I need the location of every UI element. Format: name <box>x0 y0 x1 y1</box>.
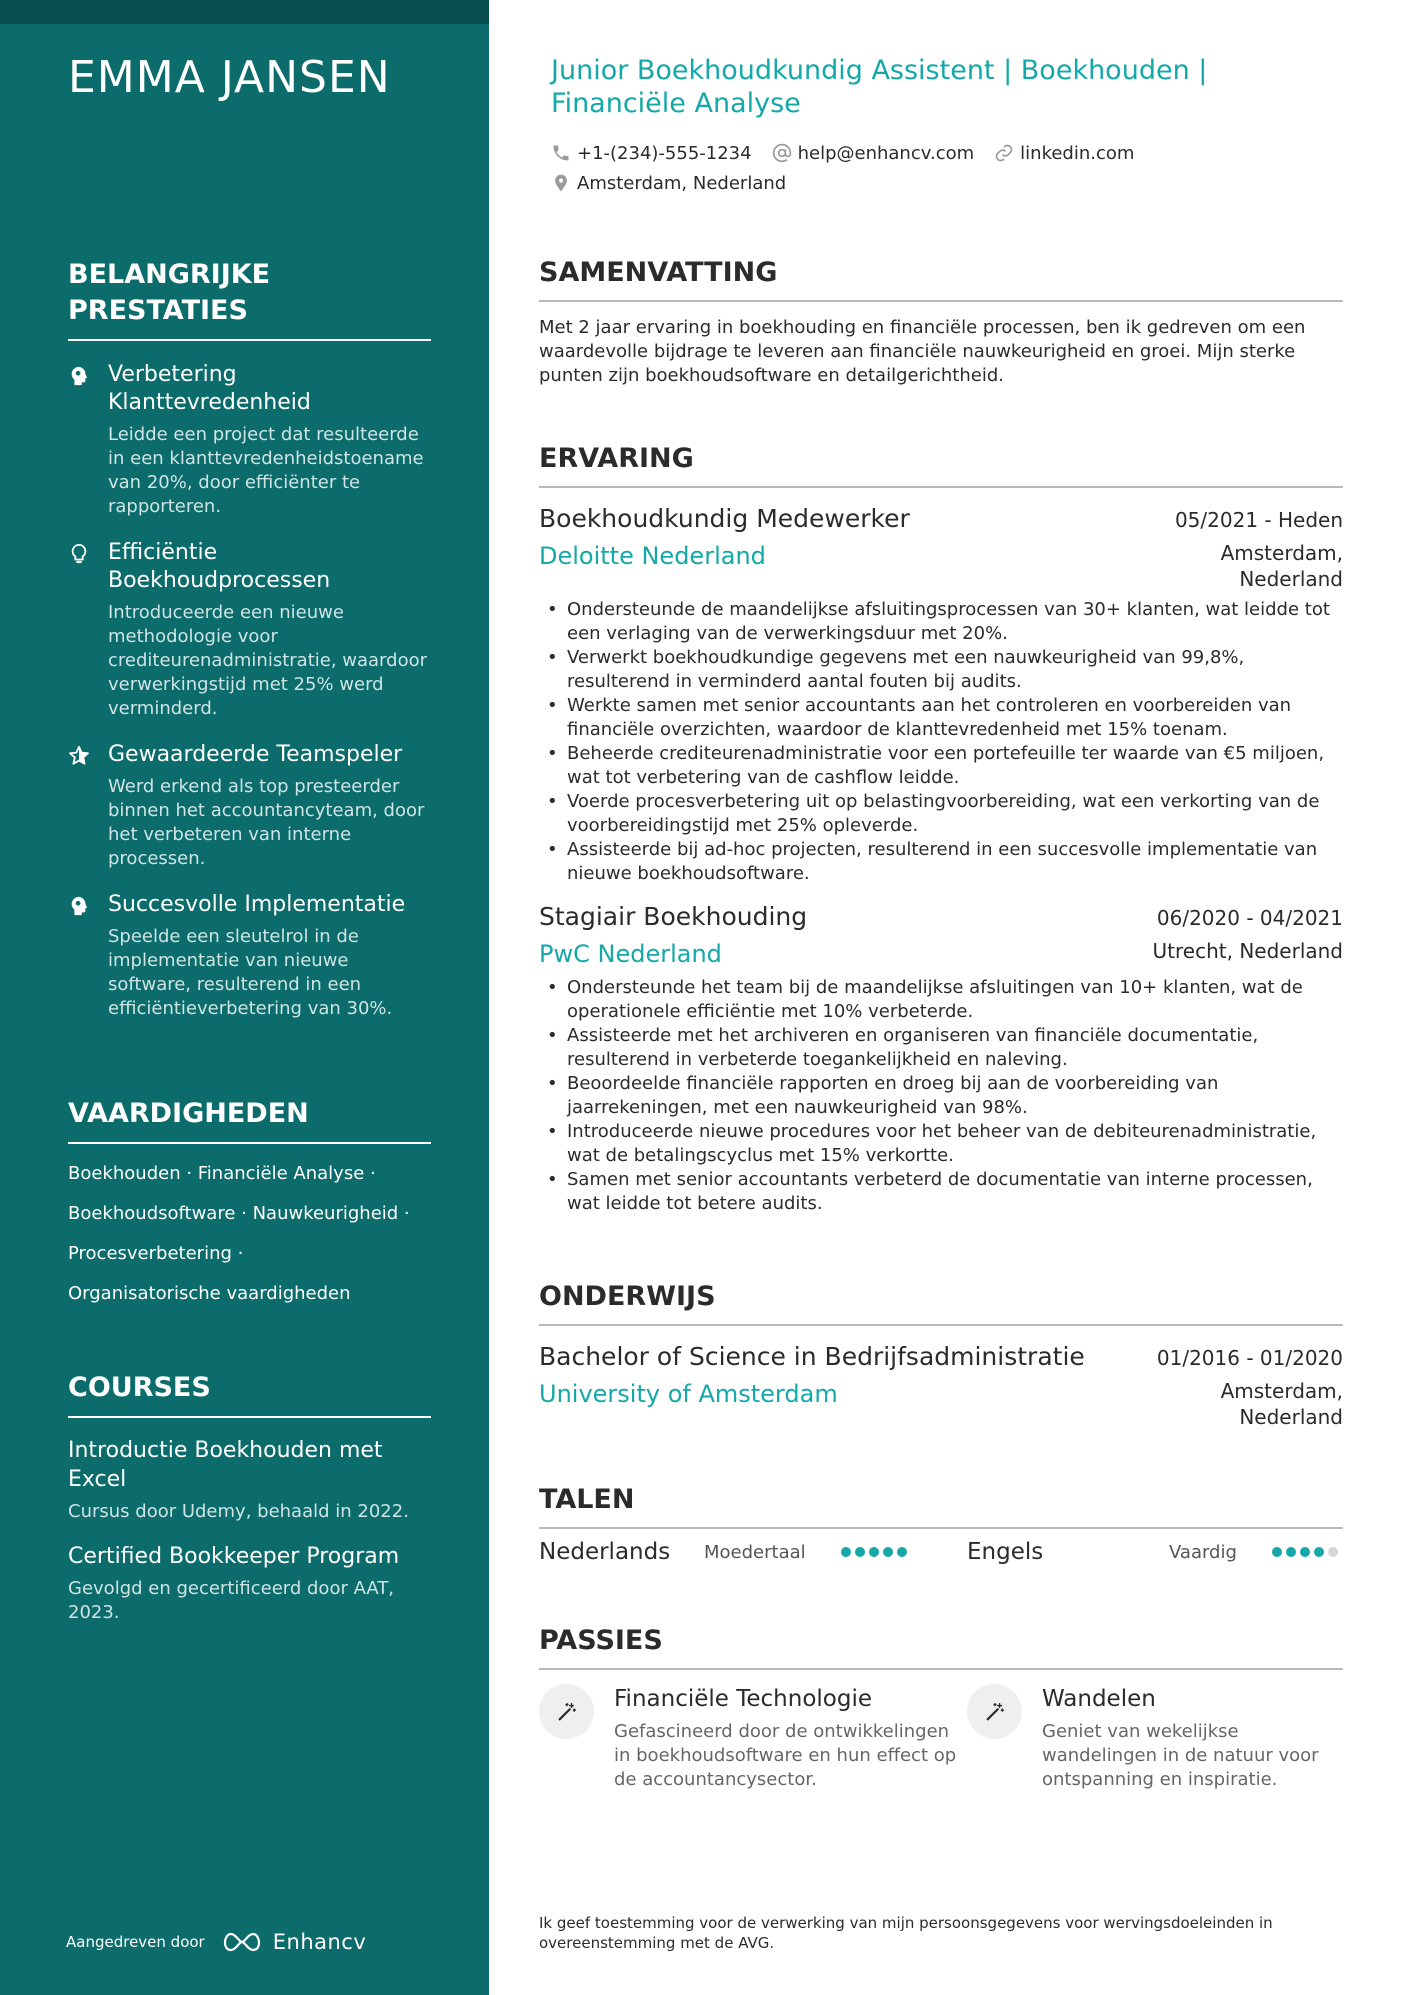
headline: Junior Boekhoudkundig Assistent | Boekhouden | Financiële Analyse <box>551 55 1208 119</box>
bullet-item: • Voerde procesverbetering uit op belastingvoorbereiding, wat een verkorting van de voorbereidingstijd met 25% opleverde. <box>539 790 1343 838</box>
link-icon <box>994 143 1014 163</box>
education-location: Amsterdam, Nederland <box>1220 1379 1343 1429</box>
bullet-item: • Verwerkt boekhoudkundige gegevens met een nauwkeurigheid van 99,8%, resulterend in verminderd aantal fouten bij audits. <box>539 646 1343 694</box>
job-dates: 06/2020 - 04/2021 <box>1156 906 1343 930</box>
course-title: Introductie Boekhouden met Excel <box>68 1438 383 1492</box>
contact-email[interactable] <box>772 143 975 164</box>
passions-section <box>539 1624 1343 1792</box>
language-name: Nederlands <box>539 1539 671 1565</box>
rating-dot-filled <box>883 1547 893 1557</box>
achievement-title: Efficiëntie Boekhoudprocessen <box>108 540 331 593</box>
job-bullets <box>539 976 1343 1216</box>
person-name: EMMA JANSEN <box>68 52 391 103</box>
enhancv-brand: Enhancv <box>272 1930 367 1954</box>
school-name: University of Amsterdam <box>539 1380 838 1408</box>
achievements-section <box>68 257 431 1021</box>
course-desc: Gevolgd en gecertificeerd door AAT, 2023. <box>68 1578 395 1623</box>
job-entry <box>539 900 1343 1216</box>
passion-item <box>967 1684 1343 1792</box>
linkedin-text: linkedin.com <box>1020 142 1135 164</box>
job-title: Stagiair Boekhouding <box>539 902 808 931</box>
skill-line: Boekhouden · Financiële Analyse · <box>68 1163 376 1184</box>
passion-desc: Geniet van wekelijkse wandelingen in de natuur voor ontspanning en inspiratie. <box>1042 1721 1319 1790</box>
star-icon <box>68 745 90 767</box>
job-dates: 05/2021 - Heden <box>1174 508 1343 532</box>
achievement-desc: Werd erkend als top presteerder binnen het accountancyteam, door het verbeteren van interne processen. <box>108 776 425 869</box>
skills-section <box>68 1096 431 1314</box>
location-text: Amsterdam, Nederland <box>577 172 787 194</box>
skills-list <box>68 1154 431 1314</box>
skills-title: VAARDIGHEDEN <box>68 1096 431 1144</box>
education-entry <box>539 1340 1343 1430</box>
rating-dot-filled <box>1314 1547 1324 1557</box>
achievement-title: Gewaardeerde Teamspeler <box>108 742 403 767</box>
summary-text: Met 2 jaar ervaring in boekhouding en financiële processen, ben ik gedreven om een waardevolle bijdrage te leveren aan financiële nauwkeurigheid en groei. Mijn sterke punten zijn boekhoudsoftware en detailgerichtheid. <box>539 317 1306 386</box>
consent-text: Ik geef toestemming voor de verwerking van mijn persoonsgegevens voor wervingsdoeleinden in overeenstemming met de AVG. <box>539 1914 1273 1952</box>
achievement-item <box>68 741 431 871</box>
bullet-item: • Ondersteunde het team bij de maandelijkse afsluitingen van 10+ klanten, wat de operationele efficiëntie met 10% verbeterde. <box>539 976 1343 1024</box>
language-level: Vaardig <box>1169 1541 1237 1563</box>
skill-line: Organisatorische vaardigheden <box>68 1283 351 1304</box>
achievements-title: BELANGRIJKE PRESTATIES <box>68 257 431 341</box>
experience-title: ERVARING <box>539 442 1343 488</box>
head-icon <box>68 365 90 387</box>
contact-location <box>551 173 786 194</box>
rating-dot-filled <box>855 1547 865 1557</box>
rating-dot-filled <box>869 1547 879 1557</box>
passion-icon-circle <box>967 1684 1022 1739</box>
bullet-item: • Ondersteunde de maandelijkse afsluitingsprocessen van 30+ klanten, wat leidde tot een verlaging van de verwerkingsduur met 20%. <box>539 598 1343 646</box>
bullet-item: • Samen met senior accountants verbeterd de documentatie van interne processen, wat leidde tot betere audits. <box>539 1168 1343 1216</box>
company-name: PwC Nederland <box>539 940 722 968</box>
language-name: Engels <box>967 1539 1044 1565</box>
phone-text: +1-(234)-555-1234 <box>577 142 752 164</box>
job-title: Boekhoudkundig Medewerker <box>539 504 910 533</box>
achievement-desc: Speelde een sleutelrol in de implementatie van nieuwe software, resulterend in een efficiëntieverbetering van 30%. <box>108 926 393 1019</box>
passions-title: PASSIES <box>539 1624 1343 1670</box>
passion-desc: Gefascineerd door de ontwikkelingen in boekhoudsoftware en hun effect op de accountancysector. <box>614 1721 957 1790</box>
rating-dot-filled <box>1272 1547 1282 1557</box>
at-icon <box>772 143 792 163</box>
achievement-desc: Leidde een project dat resulteerde in een klanttevredenheidstoename van 20%, door efficiënter te rapporteren. <box>108 424 424 517</box>
rating-dot-empty <box>1328 1547 1338 1557</box>
education-dates: 01/2016 - 01/2020 <box>1156 1346 1343 1370</box>
bullet-item: • Beheerde crediteurenadministratie voor een portefeuille ter waarde van €5 miljoen, wat tot verbetering van de cashflow leidde. <box>539 742 1343 790</box>
achievement-title: Succesvolle Implementatie <box>108 892 406 917</box>
job-location: Amsterdam, Nederland <box>1220 541 1343 591</box>
contact-linkedin[interactable] <box>994 143 1134 164</box>
bullet-item: • Assisteerde bij ad-hoc projecten, resulterend in een succesvolle implementatie van nieuwe boekhoudsoftware. <box>539 838 1343 886</box>
languages-section <box>539 1483 1343 1565</box>
rating-dot-filled <box>841 1547 851 1557</box>
courses-section <box>68 1370 431 1625</box>
enhancv-logo[interactable] <box>219 1930 367 1954</box>
job-entry <box>539 502 1343 886</box>
language-rating <box>841 1547 907 1557</box>
sidebar <box>0 0 489 1995</box>
contact-phone[interactable] <box>551 143 752 164</box>
languages-title: TALEN <box>539 1483 1343 1529</box>
head-icon <box>68 895 90 917</box>
achievement-item <box>68 361 431 519</box>
skill-line: Boekhoudsoftware · Nauwkeurigheid · <box>68 1203 410 1224</box>
skill-line: Procesverbetering · <box>68 1243 244 1264</box>
enhancv-logo-icon <box>219 1930 265 1954</box>
passion-icon-circle <box>539 1684 594 1739</box>
bullet-item: • Assisteerde met het archiveren en organiseren van financiële documentatie, resulterend in verbeterde toegankelijkheid en naleving. <box>539 1024 1343 1072</box>
location-pin-icon <box>551 173 571 193</box>
magic-wand-icon <box>984 1701 1006 1723</box>
company-name: Deloitte Nederland <box>539 542 766 570</box>
bullet-item: • Introduceerde nieuwe procedures voor het beheer van de debiteurenadministratie, wat de betalingscyclus met 15% verkortte. <box>539 1120 1343 1168</box>
education-title: ONDERWIJS <box>539 1280 1343 1326</box>
language-item <box>539 1539 967 1565</box>
language-level: Moedertaal <box>704 1541 806 1563</box>
powered-label: Aangedreven door <box>66 1933 205 1951</box>
achievement-item <box>68 891 431 1021</box>
passion-title: Financiële Technologie <box>614 1686 872 1712</box>
contact-info <box>551 138 1331 198</box>
powered-by <box>66 1930 366 1954</box>
degree-title: Bachelor of Science in Bedrijfsadministratie <box>539 1342 1085 1371</box>
course-item <box>68 1542 431 1625</box>
education-section <box>539 1280 1343 1430</box>
course-item <box>68 1436 431 1524</box>
courses-title: COURSES <box>68 1370 431 1418</box>
experience-section <box>539 442 1343 1216</box>
achievement-title: Verbetering Klanttevredenheid <box>108 362 311 415</box>
sidebar-top-bar <box>0 0 489 24</box>
rating-dot-filled <box>1286 1547 1296 1557</box>
phone-icon <box>551 143 571 163</box>
magic-wand-icon <box>556 1701 578 1723</box>
course-desc: Cursus door Udemy, behaald in 2022. <box>68 1501 409 1522</box>
job-bullets <box>539 598 1343 886</box>
summary-title: SAMENVATTING <box>539 256 1343 302</box>
language-item <box>967 1539 1343 1565</box>
achievement-item <box>68 539 431 721</box>
passion-item <box>539 1684 967 1792</box>
achievement-desc: Introduceerde een nieuwe methodologie voor crediteurenadministratie, waardoor verwerkingstijd met 25% werd verminderd. <box>108 602 427 719</box>
summary-section <box>539 256 1343 388</box>
passion-title: Wandelen <box>1042 1686 1156 1712</box>
email-text: help@enhancv.com <box>797 142 975 164</box>
language-rating <box>1272 1547 1338 1557</box>
bullet-item: • Werkte samen met senior accountants aan het controleren en voorbereiden van financiële overzichten, waardoor de klanttevredenheid met 15% toenam. <box>539 694 1343 742</box>
bullet-item: • Beoordeelde financiële rapporten en droeg bij aan de voorbereiding van jaarrekeningen, met een nauwkeurigheid van 98%. <box>539 1072 1343 1120</box>
rating-dot-filled <box>1300 1547 1310 1557</box>
course-title: Certified Bookkeeper Program <box>68 1544 400 1569</box>
rating-dot-filled <box>897 1547 907 1557</box>
job-location: Utrecht, Nederland <box>1152 939 1343 963</box>
lightbulb-icon <box>68 543 90 565</box>
